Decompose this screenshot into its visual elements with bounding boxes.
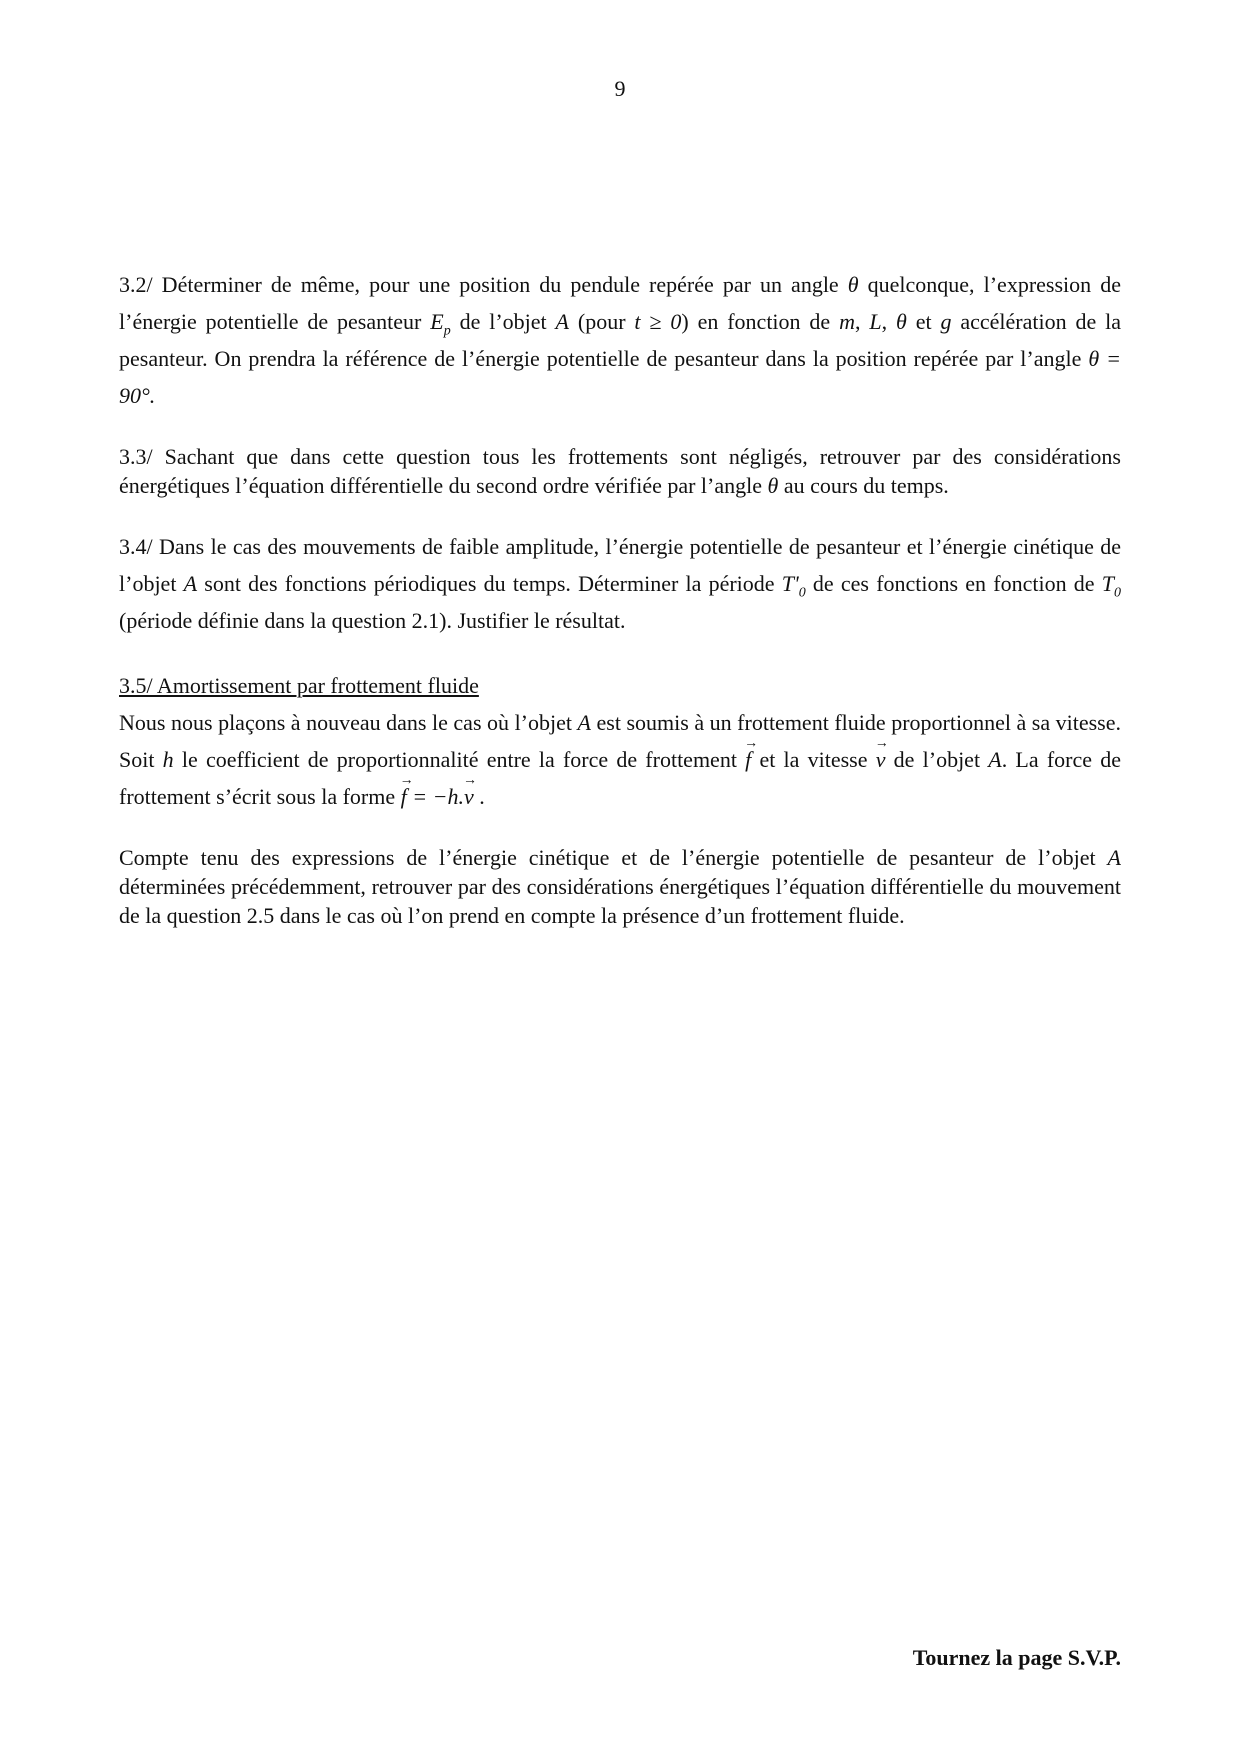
q35-text-6: . La force de frottement s’écrit sous la forme [119, 747, 1121, 809]
q35-text-4: et la vitesse [751, 747, 876, 772]
final-text-2: déterminées précédemment, retrouver par des considérations énergétiques l’équation différentielle du mouvement de la question 2.5 dans le cas où l’on prend en compte la présence d’un frottement fluide. [119, 874, 1121, 928]
q32-text-5: ) en fonction de [681, 309, 840, 334]
h-symbol: h [162, 747, 174, 772]
m-symbol: m [839, 309, 855, 334]
q34-text-2: sont des fonctions périodiques du temps. Déterminer la période [197, 571, 782, 596]
g-symbol: g [940, 309, 952, 334]
page-footer: Tournez la page S.V.P. [912, 1645, 1121, 1670]
ep-symbol [430, 309, 451, 339]
final-paragraph [119, 843, 1121, 930]
l-symbol: L [869, 309, 882, 334]
v-vector: → v [876, 741, 886, 778]
q32-text-1: 3.2/ Déterminer de même, pour une position du pendule repérée par un angle [119, 272, 848, 297]
t0-letter: T [1101, 571, 1114, 596]
q32-text-3: de l’objet [450, 309, 556, 334]
object-a: A [555, 309, 569, 334]
t0-symbol [1101, 571, 1121, 601]
object-a: A [577, 710, 591, 735]
q32-text-7: , [881, 309, 888, 334]
question-3-3 [119, 442, 1121, 500]
page-number: 9 [614, 76, 626, 101]
q35-heading: 3.5/ Amortissement par frottement fluide [119, 673, 479, 698]
q34-text-4: (période définie dans la question 2.1). Justifier le résultat. [119, 608, 626, 633]
v-vector: → v [464, 778, 474, 815]
question-3-2 [119, 266, 1121, 414]
question-3-4 [119, 528, 1121, 639]
friction-formula: = −h. [412, 784, 464, 809]
q33-text-2: au cours du temps. [778, 473, 949, 498]
q32-text-4: (pour [568, 309, 635, 334]
object-a: A [1107, 845, 1121, 870]
theta-90: θ = 90°. [119, 346, 1122, 408]
q35-text-1: Nous nous plaçons à nouveau dans le cas où l’objet [119, 710, 578, 735]
theta-symbol: θ [767, 473, 779, 498]
q35-text-2: est soumis à un frottement fluide proportionnel à sa vitesse. Soit [119, 710, 1122, 772]
q35-text-5: de l’objet [885, 747, 989, 772]
f-vector: → f [401, 778, 407, 815]
ep-letter: E [430, 309, 444, 334]
document-body [119, 266, 1121, 930]
theta-symbol: θ [896, 309, 907, 334]
t-condition: t ≥ 0 [634, 309, 682, 334]
t-prime-symbol [781, 571, 806, 601]
t-prime-subscript: 0 [798, 585, 806, 601]
q34-text-1: 3.4/ Dans le cas des mouvements de faible amplitude, l’énergie potentielle de pesanteur et l’énergie cinétique de l’objet [119, 534, 1121, 596]
final-text-1: Compte tenu des expressions de l’énergie cinétique et de l’énergie potentielle de pesanteur de l’objet [119, 845, 1108, 870]
q35-text-7: . [473, 784, 485, 809]
object-a: A [183, 571, 198, 596]
q32-text-2: quelconque, l’expression de l’énergie potentielle de pesanteur [119, 272, 1121, 334]
q33-text-1: 3.3/ Sachant que dans cette question tous les frottements sont négligés, retrouver par des considérations énergétiques l’équation différentielle du second ordre vérifiée par l’angle [119, 444, 1121, 498]
f-vector: → f [745, 741, 751, 778]
q35-text-3: le coefficient de proportionnalité entre la force de frottement [173, 747, 746, 772]
q32-text-8: et [906, 309, 941, 334]
q34-text-3: de ces fonctions en fonction de [805, 571, 1102, 596]
object-a: A [988, 747, 1002, 772]
t-prime-letter: T' [781, 571, 799, 596]
q32-text-6: , [854, 309, 870, 334]
theta-symbol: θ [847, 272, 859, 297]
t0-subscript: 0 [1114, 585, 1121, 601]
question-3-5 [119, 667, 1121, 815]
ep-subscript: p [443, 323, 451, 339]
q32-text-9: accélération de la pesanteur. On prendra la référence de l’énergie potentielle de pesanteur dans la position repérée par l’angle [119, 309, 1122, 371]
